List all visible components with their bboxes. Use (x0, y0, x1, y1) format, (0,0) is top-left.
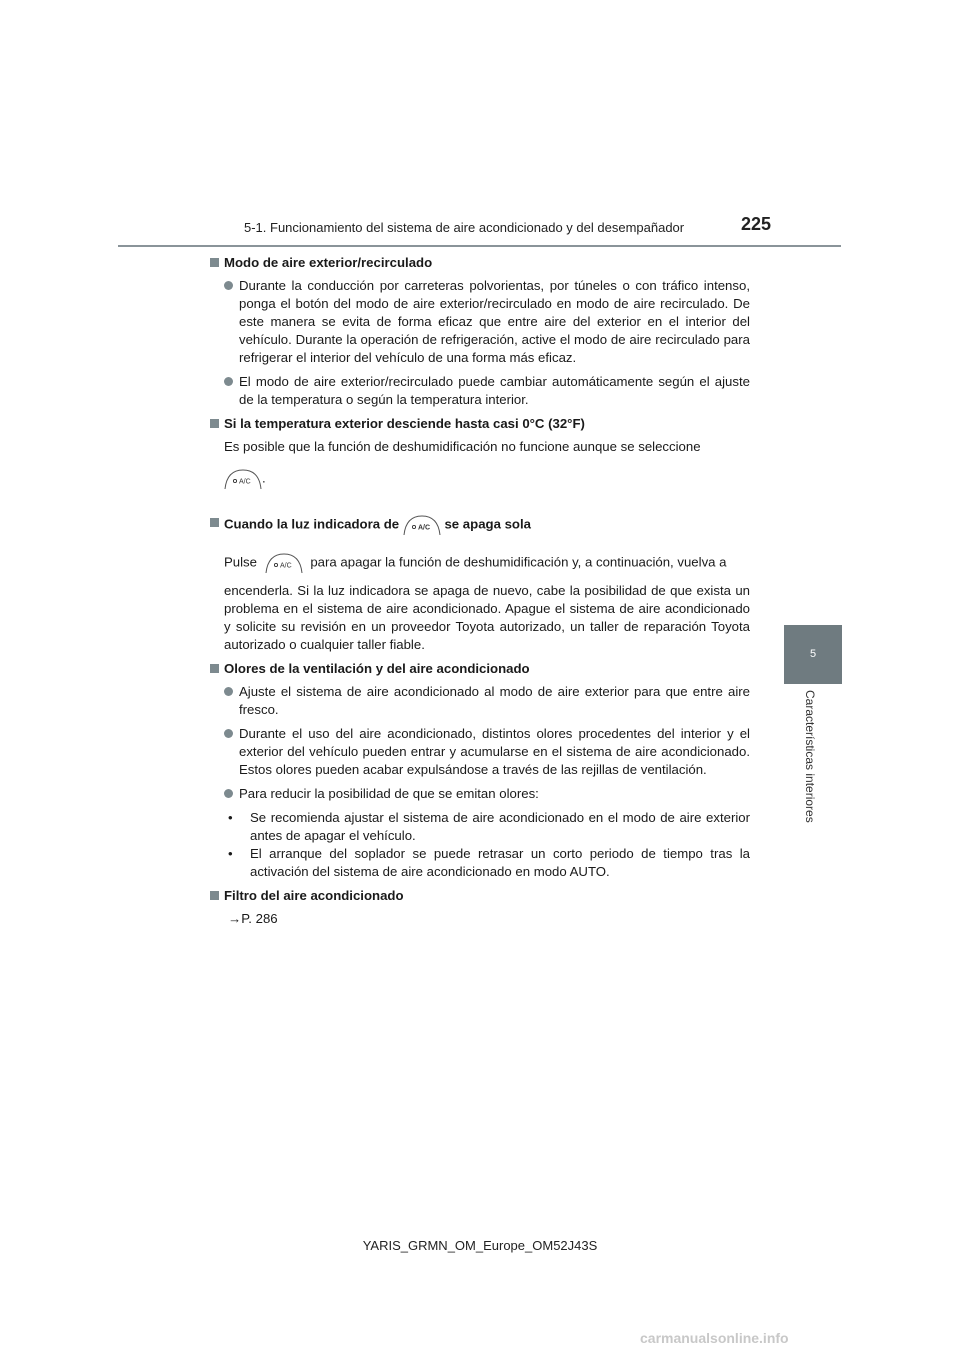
watermark: carmanualsonline.info (640, 1330, 789, 1346)
indicator-title-post: se apaga sola (444, 516, 531, 532)
page-number: 225 (741, 214, 772, 234)
page-content (210, 254, 750, 928)
ac-button-icon (224, 468, 262, 490)
ac-button-icon (265, 552, 303, 574)
low-temperature-text-end: . (262, 470, 266, 486)
low-temperature-text (210, 438, 750, 456)
sub-bullet-odors-1: • Se recomienda ajustar el sistema de aire acondicionado en el modo de aire exterior antes de apagar el vehículo. (210, 809, 750, 845)
bullet-odors-3: Para reducir la posibilidad de que se emitan olores: (210, 785, 750, 803)
indicator-instruction-line (210, 552, 750, 574)
section-title-filter: Filtro del aire acondicionado (210, 887, 750, 905)
sub-bullet-odors-2: • El arranque del soplador se puede retrasar un corto periodo de tiempo tras la activación del sistema de aire acondicionado en modo AUTO. (210, 845, 750, 881)
bullet-odors-2: Durante el uso del aire acondicionado, distintos olores procedentes del interior y el exterior del vehículo pueden entrar y acumularse en el sistema de aire acondicionado. Estos olores pueden acabar expulsándose a través de las rejillas de ventilación. (210, 725, 750, 779)
low-temperature-icon-line (210, 468, 750, 490)
bullet-recirculation-1: Durante la conducción por carreteras polvorientas, por túneles o con tráfico intenso, ponga el botón del modo de aire exterior/recirculado en modo de aire recirculado. De este manera se evita de forma eficaz que entre aire del exterior en el interior del vehículo. Durante la operación de refrigeración, active el modo de aire recirculado para refrigerar el interior del vehículo de una forma más eficaz. (210, 277, 750, 367)
footer-manual-code: YARIS_GRMN_OM_Europe_OM52J43S (362, 1238, 598, 1253)
low-temperature-text-main: Es posible que la función de deshumidificación no funcione aunque se seleccione (224, 439, 701, 454)
section-title-indicator-off (210, 514, 750, 536)
filter-page-reference[interactable]: →P. 286 (228, 911, 278, 926)
indicator-text-pre: Pulse (224, 554, 257, 570)
ac-button-icon (403, 514, 441, 536)
bullet-recirculation-2: El modo de aire exterior/recirculado puede cambiar automáticamente según el ajuste de la temperatura o según la temperatura interior. (210, 373, 750, 409)
chapter-tab: 5 (784, 625, 842, 684)
bullet-odors-1: Ajuste el sistema de aire acondicionado al modo de aire exterior para que entre aire fresco. (210, 683, 750, 719)
indicator-text-post: para apagar la función de deshumidificación y, a continuación, vuelva a (310, 554, 727, 570)
header-divider (118, 245, 841, 247)
section-title-recirculation: Modo de aire exterior/recirculado (210, 254, 750, 272)
indicator-title-pre: Cuando la luz indicadora de (224, 516, 400, 532)
ac-icon-label: A/C (279, 562, 292, 570)
chapter-label (805, 690, 819, 840)
ac-icon-label: A/C (239, 478, 251, 486)
section-title-odors: Olores de la ventilación y del aire acondicionado (210, 660, 750, 678)
chapter-label-text: Características interiores (803, 690, 817, 823)
page-header-title: 5-1. Funcionamiento del sistema de aire acondicionado y del desempañador (244, 220, 685, 235)
ac-icon-label: A/C (417, 524, 430, 532)
section-title-low-temperature: Si la temperatura exterior desciende hasta casi 0°C (32°F) (210, 415, 750, 433)
indicator-text-continued: encenderla. Si la luz indicadora se apaga de nuevo, cabe la posibilidad de que exista un problema en el sistema de aire acondicionado. Apague el sistema de aire acondicionado y solicite su revisión en un proveedor Toyota autorizado, un taller de reparación Toyota autorizado o cualquier taller fiable. (224, 583, 750, 652)
